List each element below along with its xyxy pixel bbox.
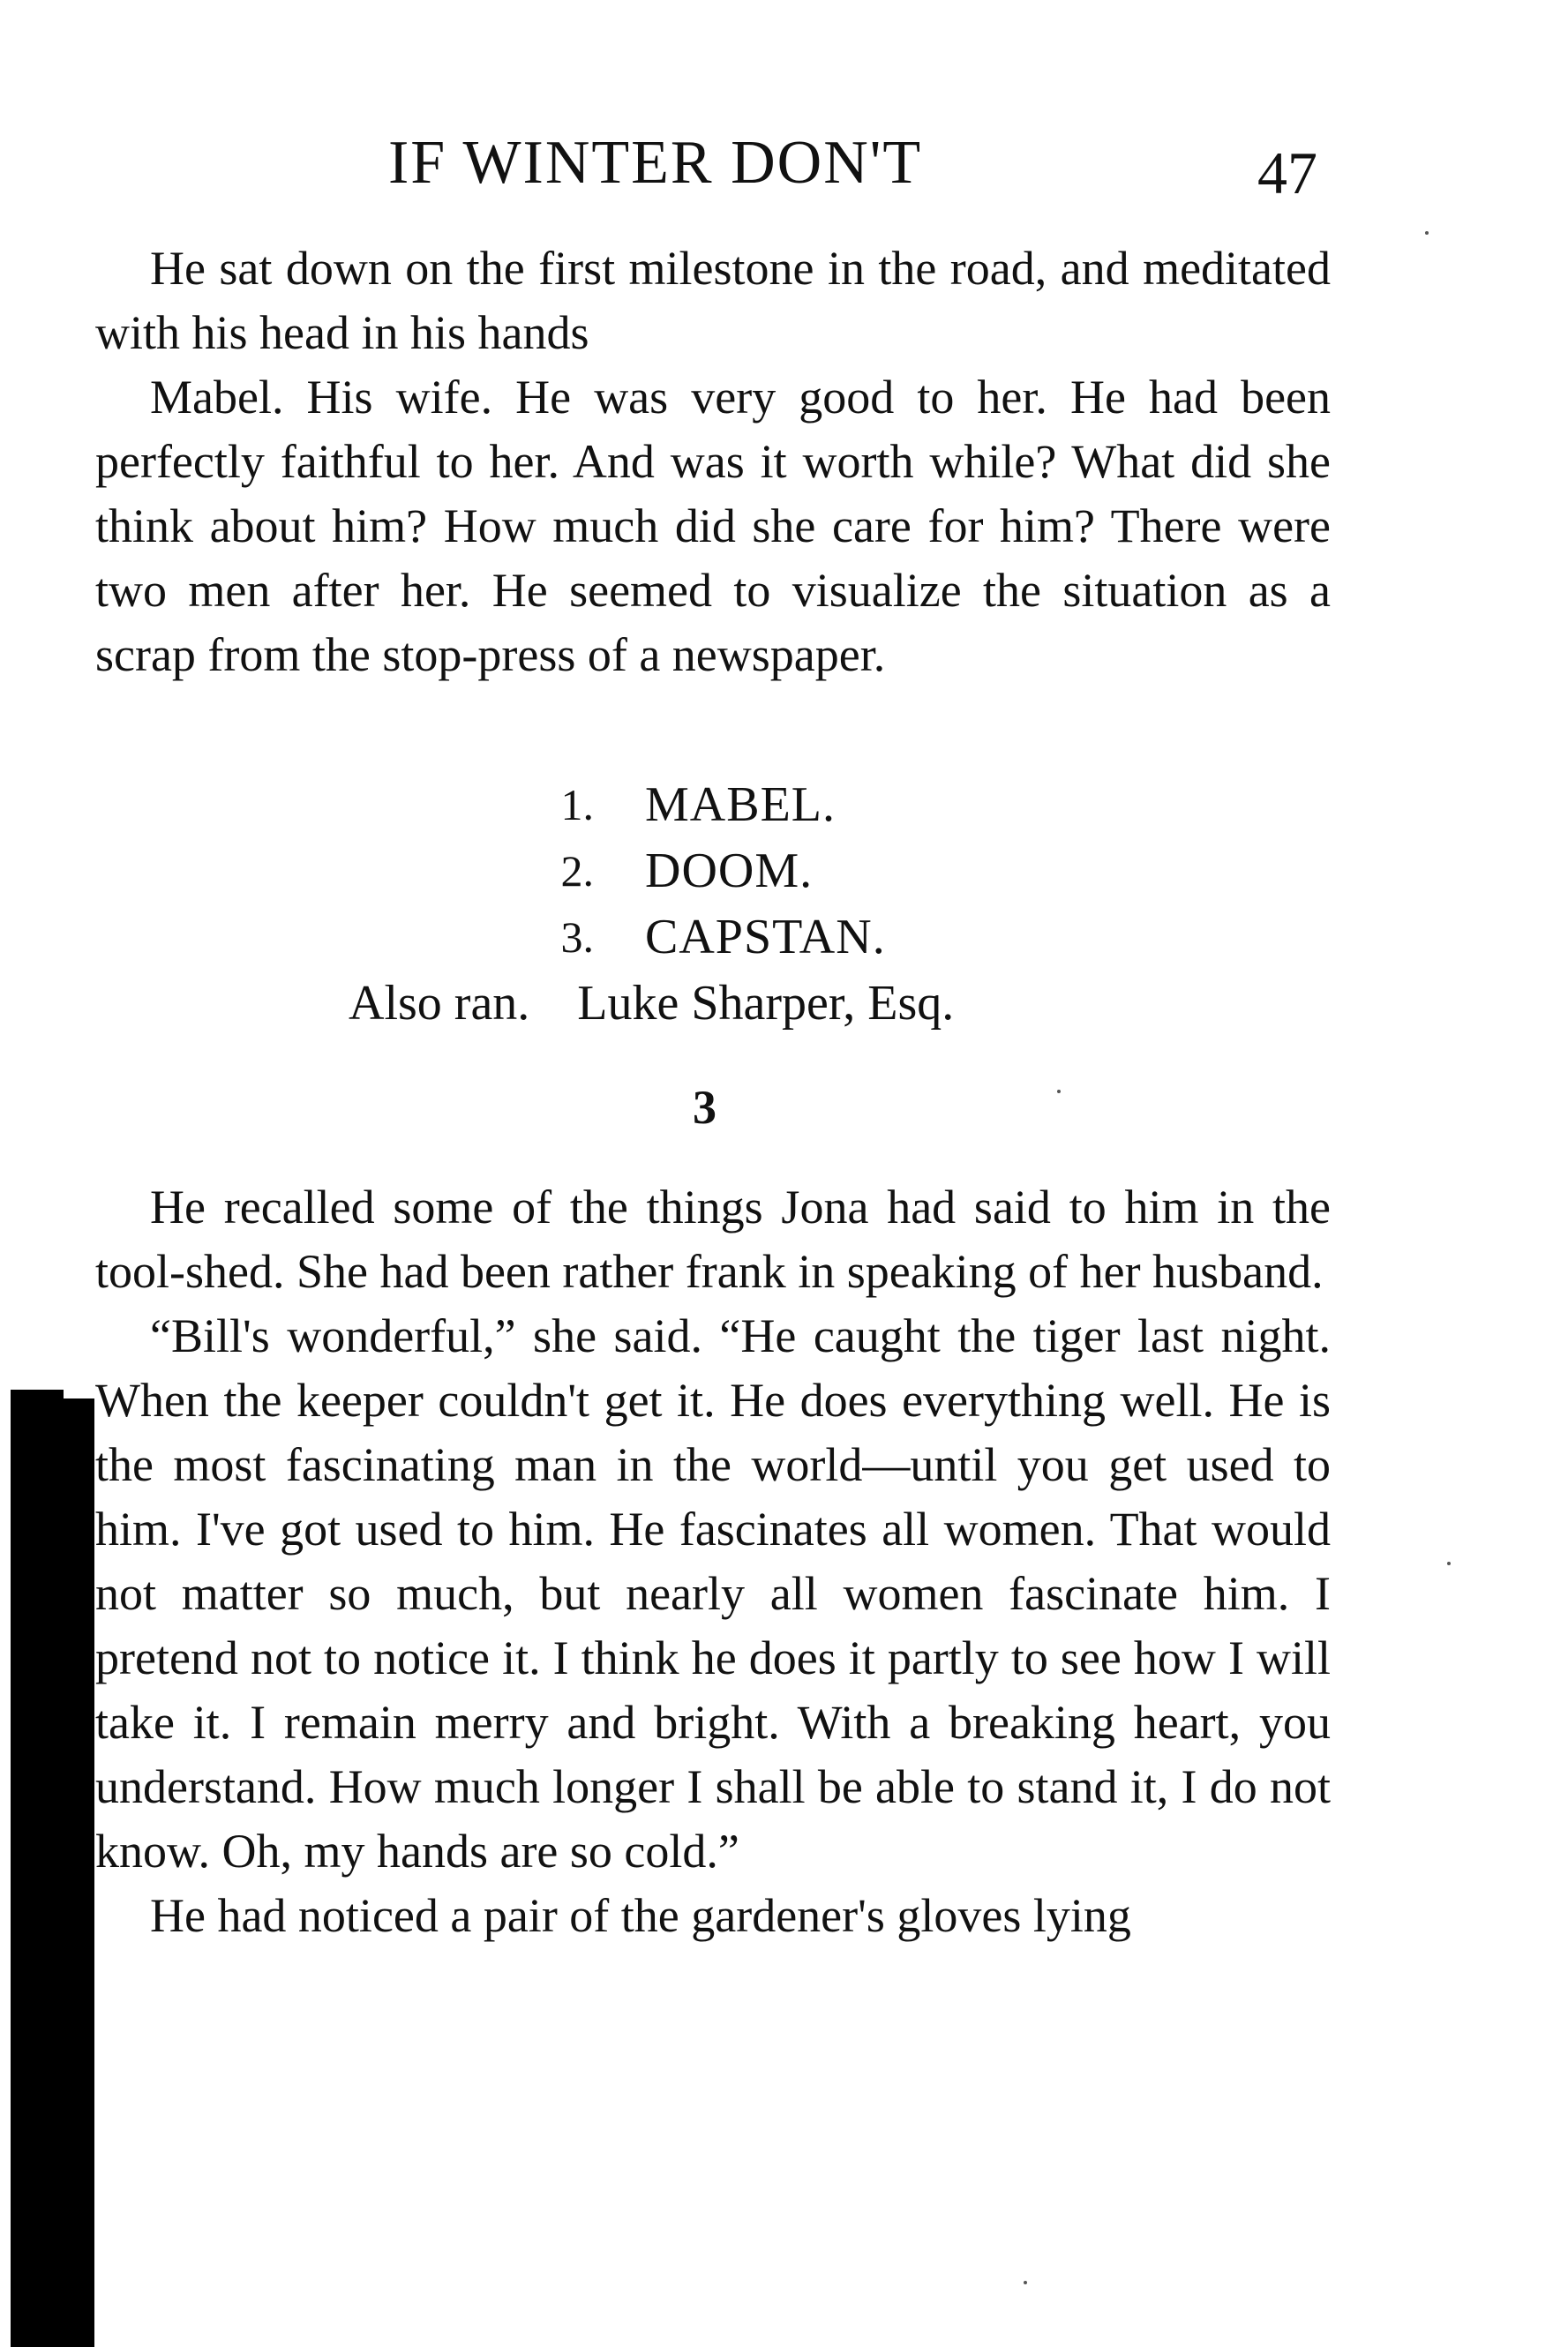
scan-speck [1024,2281,1027,2284]
list-item-number: 3. [560,912,594,962]
list-item [490,772,886,838]
result-list [490,772,886,971]
section-number: 3 [693,1081,716,1134]
scan-speck [1447,1562,1451,1565]
running-head: IF WINTER DON'T [388,129,923,197]
paragraph: “Bill's wonderful,” she said. “He caught the tiger last night. When the keeper couldn't get it. He does everything well. He is the most fascinating man in the world—until you get used to him. I've got used to him. He fascinates all women. That would not matter so much, but nearly all women fascinate him. I pretend not to notice it. I think he does it partly to see how I will take it. I remain merry and bright. With a breaking heart, you understand. How much longer I shall be able to stand it, I do not know. Oh, my hands are so cold.” [95,1309,1331,1878]
list-item-number: 1. [560,780,594,829]
paragraph: He sat down on the first milestone in the road, and meditated with his head in his hands [95,242,1331,359]
also-ran-line [349,971,954,1037]
also-ran-label: Also ran. [349,976,530,1031]
paragraph: Mabel. His wife. He was very good to her. He had been perfectly faithful to her. And was it worth while? What did she think about him? How much did she care for him? There were two men after her. He seemed to visualize the situation as a scrap from the stop-press of a newspaper. [95,371,1331,681]
list-item-text: CAPSTAN. [645,910,886,964]
scan-binding-shadow [11,1398,94,2347]
list-item [490,904,886,971]
also-ran-name: Luke Sharper, Esq. [577,976,955,1031]
text-block-opening [95,236,1331,687]
page-number: 47 [1257,139,1317,206]
paragraph: He had noticed a pair of the gardener's gloves lying [150,1889,1131,1942]
list-item-number: 2. [560,846,594,896]
paragraph: He recalled some of the things Jona had said to him in the tool-shed. She had been rather frank in speaking of her husband. [95,1181,1331,1298]
scan-speck [1425,231,1429,235]
scan-speck [1057,1090,1061,1093]
text-block-section-3 [95,1175,1331,1948]
list-item-text: MABEL. [645,777,836,832]
list-item-text: DOOM. [645,844,814,898]
list-item [490,838,886,904]
